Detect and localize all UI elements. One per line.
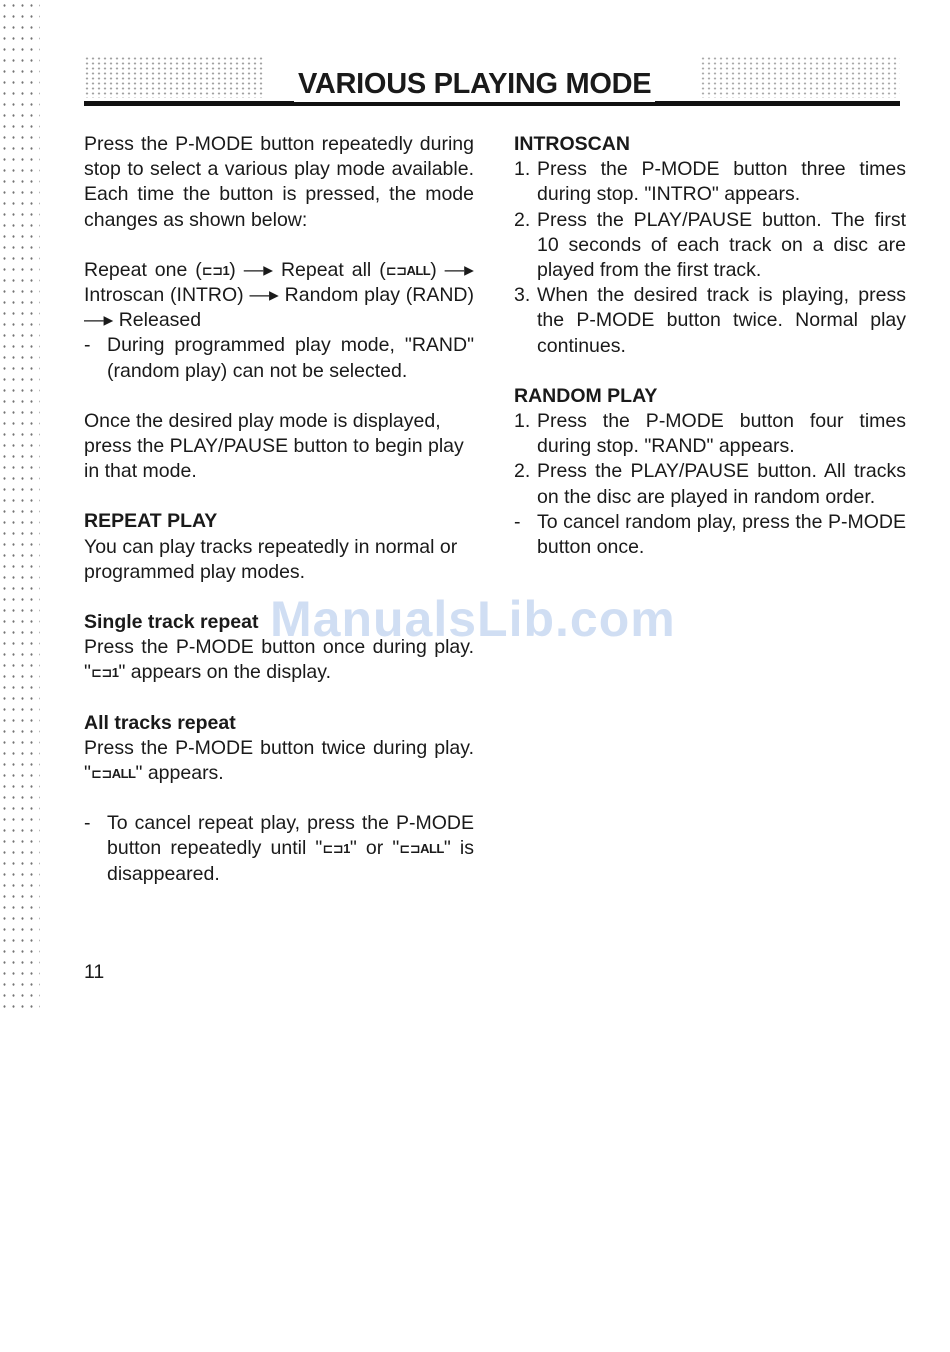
seq-released: Released bbox=[118, 309, 202, 332]
step-number: 3. bbox=[514, 284, 531, 307]
seq-repeat-all: Repeat all bbox=[280, 258, 372, 281]
repeat-one-icon: ⊏⊐1 bbox=[322, 841, 350, 857]
all-repeat-heading: All tracks repeat bbox=[84, 711, 236, 734]
page-title: VARIOUS PLAYING MODE bbox=[294, 66, 655, 102]
step-text: Press the P-MODE button four times during stop. "RAND" appears. bbox=[537, 410, 906, 458]
left-column bbox=[84, 132, 474, 887]
single-repeat-heading: Single track repeat bbox=[84, 611, 259, 634]
step-text: When the desired track is playing, press the P-MODE button twice. Normal play continues. bbox=[537, 284, 906, 357]
random-step bbox=[514, 409, 906, 459]
step-number: 1. bbox=[514, 158, 531, 181]
repeat-one-icon: ⊏⊐1 bbox=[201, 262, 230, 278]
watermark: ManualsLib.com bbox=[270, 591, 676, 647]
page-number: 11 bbox=[84, 961, 105, 983]
dash-marker: - bbox=[84, 334, 91, 357]
repeat-all-icon: ⊏⊐ALL bbox=[90, 766, 136, 782]
programmed-note-text: During programmed play mode, "RAND" (random play) can not be selected. bbox=[107, 334, 474, 382]
cancel-text-c: " is disappeared. bbox=[107, 837, 474, 885]
dash-marker: - bbox=[84, 812, 91, 835]
random-play-heading: RANDOM PLAY bbox=[514, 384, 658, 407]
step-number: 2. bbox=[514, 208, 531, 231]
page-header bbox=[84, 52, 900, 106]
arrow-icon: —▸ bbox=[84, 309, 114, 332]
header-texture-right bbox=[700, 56, 900, 98]
arrow-icon: —▸ bbox=[243, 258, 273, 281]
all-repeat-body bbox=[84, 736, 474, 786]
repeat-one-icon: ⊏⊐1 bbox=[90, 665, 119, 681]
once-paragraph: Once the desired play mode is displayed, press the PLAY/PAUSE button to begin play in that mode. bbox=[84, 409, 464, 483]
step-text: Press the PLAY/PAUSE button. The first 10 seconds of each track on a disc are played from the first track. bbox=[537, 208, 906, 282]
dash-marker: - bbox=[514, 510, 521, 533]
mode-sequence: Repeat one (⊏⊐1) —▸ Repeat all (⊏⊐ALL) —▸ Introscan (INTRO) —▸ Random play (RAND) —▸ Released bbox=[84, 258, 475, 332]
seq-random: Random play (RAND) bbox=[284, 284, 475, 307]
programmed-note bbox=[84, 333, 474, 383]
step-number: 2. bbox=[514, 460, 531, 483]
right-column bbox=[514, 132, 906, 560]
header-texture-left bbox=[84, 56, 264, 98]
all-repeat-text-end: " appears. bbox=[135, 762, 224, 785]
step-text: Press the PLAY/PAUSE button. All tracks on the disc are played in random order. bbox=[537, 460, 906, 508]
step-number: 1. bbox=[514, 410, 531, 433]
all-repeat-text: Press the P-MODE button twice during play. " bbox=[84, 736, 474, 785]
introscan-step bbox=[514, 283, 906, 359]
random-cancel-note bbox=[514, 510, 906, 560]
repeat-play-body: You can play tracks repeatedly in normal or programmed play modes. bbox=[84, 535, 458, 583]
step-text: Press the P-MODE button three times during stop. "INTRO" appears. bbox=[537, 158, 906, 206]
arrow-icon: —▸ bbox=[249, 284, 279, 307]
cancel-repeat-text bbox=[107, 811, 474, 887]
repeat-play-heading: REPEAT PLAY bbox=[84, 510, 218, 533]
random-cancel-text: To cancel random play, press the P-MODE button once. bbox=[537, 510, 906, 559]
single-repeat-text: Press the P-MODE button once during play. " bbox=[84, 636, 474, 684]
cancel-text-b: " or " bbox=[349, 837, 400, 860]
random-step bbox=[514, 459, 906, 509]
introscan-step bbox=[514, 157, 906, 207]
repeat-all-icon: ⊏⊐ALL bbox=[385, 262, 431, 278]
cancel-repeat-note bbox=[84, 811, 474, 887]
introscan-step bbox=[514, 208, 906, 284]
seq-introscan: Introscan (INTRO) bbox=[84, 284, 244, 307]
seq-repeat-one: Repeat one bbox=[84, 258, 188, 281]
repeat-all-icon: ⊏⊐ALL bbox=[399, 841, 444, 857]
introscan-heading: INTROSCAN bbox=[514, 133, 630, 155]
arrow-icon: —▸ bbox=[444, 258, 474, 281]
intro-paragraph: Press the P-MODE button repeatedly during stop to select a various play mode available. Each time the button is pressed, the mode changes as shown below: bbox=[84, 133, 474, 231]
binding-holes bbox=[0, 0, 40, 1010]
single-repeat-text-end: " appears on the display. bbox=[118, 661, 331, 684]
cancel-text-a: To cancel repeat play, press the P-MODE button repeatedly until " bbox=[107, 812, 474, 860]
